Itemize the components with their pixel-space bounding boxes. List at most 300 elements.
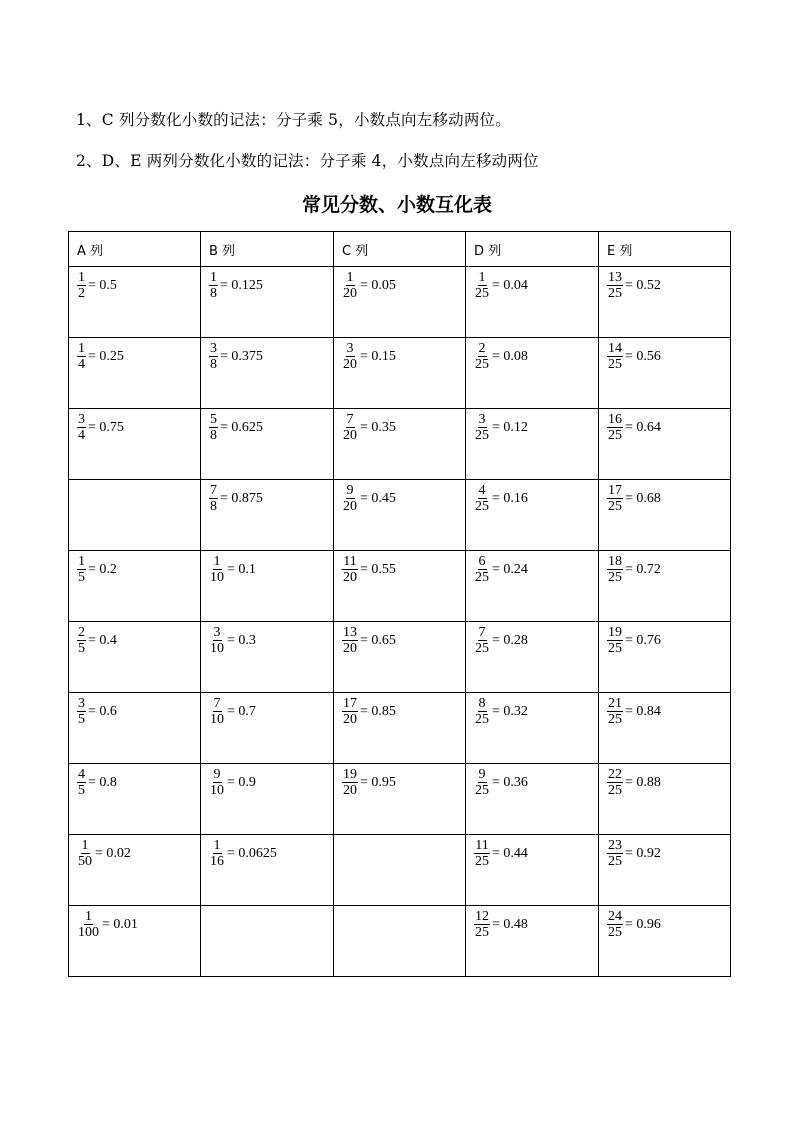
denominator: 100 <box>78 925 99 940</box>
denominator: 25 <box>475 712 489 727</box>
decimal-value: = 0.55 <box>360 561 396 577</box>
fraction-equation <box>77 910 138 939</box>
cell-d <box>466 693 599 764</box>
cell-e <box>599 622 731 693</box>
fraction-equation <box>342 342 396 371</box>
fraction <box>607 271 623 300</box>
table-row <box>69 764 731 835</box>
denominator: 4 <box>78 428 85 443</box>
fraction <box>474 342 490 371</box>
cell-a <box>69 764 201 835</box>
fraction-equation <box>342 413 396 442</box>
decimal-value: = 0.85 <box>360 703 396 719</box>
table-row <box>69 693 731 764</box>
fraction <box>607 697 623 726</box>
page-title: 常见分数、小数互化表 <box>301 194 492 216</box>
fraction <box>607 342 623 371</box>
conversion-table <box>68 231 731 977</box>
cell-d <box>466 622 599 693</box>
fraction-equation <box>474 484 528 513</box>
cell-b <box>201 267 334 338</box>
fraction <box>607 768 623 797</box>
cell-e <box>599 693 731 764</box>
decimal-value: = 0.9 <box>227 774 256 790</box>
cell-b <box>201 622 334 693</box>
column-header-d: D 列 <box>466 232 599 267</box>
cell-b <box>201 764 334 835</box>
fraction-equation <box>209 697 256 726</box>
table-row <box>69 480 731 551</box>
decimal-value: = 0.84 <box>625 703 661 719</box>
fraction <box>474 484 490 513</box>
decimal-value: = 0.15 <box>360 348 396 364</box>
numerator: 16 <box>608 412 622 427</box>
denominator: 25 <box>608 286 622 301</box>
fraction-equation <box>209 768 256 797</box>
cell-e <box>599 906 731 977</box>
cell-e <box>599 267 731 338</box>
fraction-equation <box>209 413 263 442</box>
numerator: 9 <box>478 767 486 782</box>
table-row <box>69 835 731 906</box>
fraction-equation <box>77 697 117 726</box>
fraction-equation <box>607 839 661 868</box>
denominator: 25 <box>608 712 622 727</box>
denominator: 25 <box>608 428 622 443</box>
fraction-equation <box>607 626 661 655</box>
numerator: 1 <box>85 909 92 924</box>
fraction-equation <box>474 555 528 584</box>
cell-d <box>466 480 599 551</box>
denominator: 5 <box>78 712 85 727</box>
fraction <box>342 342 358 371</box>
fraction-equation <box>474 342 528 371</box>
denominator: 20 <box>343 499 357 514</box>
numerator: 3 <box>346 341 354 356</box>
fraction-equation <box>607 271 661 300</box>
fraction-equation <box>209 626 256 655</box>
note-line-1: 1、C 列分数化小数的记法：分子乘 5，小数点向左移动两位。 <box>76 111 511 129</box>
cell-e <box>599 551 731 622</box>
cell-b <box>201 693 334 764</box>
cell-a <box>69 906 201 977</box>
numerator: 1 <box>210 270 217 285</box>
fraction <box>474 768 490 797</box>
decimal-value: = 0.0625 <box>227 845 277 861</box>
fraction <box>77 555 86 584</box>
fraction <box>77 271 86 300</box>
column-header-e: E 列 <box>599 232 731 267</box>
denominator: 25 <box>608 641 622 656</box>
denominator: 25 <box>475 641 489 656</box>
fraction-equation <box>474 768 528 797</box>
fraction <box>77 626 86 655</box>
cell-a <box>69 835 201 906</box>
cell-d <box>466 409 599 480</box>
denominator: 25 <box>475 357 489 372</box>
fraction-equation <box>474 697 528 726</box>
numerator: 4 <box>78 767 85 782</box>
fraction <box>209 484 218 513</box>
denominator: 10 <box>210 783 224 798</box>
numerator: 12 <box>475 909 489 924</box>
decimal-value: = 0.52 <box>625 277 661 293</box>
denominator: 20 <box>343 783 357 798</box>
denominator: 10 <box>210 712 224 727</box>
column-header-a: A 列 <box>69 232 201 267</box>
fraction <box>474 839 490 868</box>
decimal-value: = 0.01 <box>102 916 138 932</box>
decimal-value: = 0.72 <box>625 561 661 577</box>
numerator: 7 <box>210 483 217 498</box>
fraction <box>474 697 490 726</box>
fraction <box>342 484 358 513</box>
fraction <box>474 910 490 939</box>
fraction-equation <box>342 555 396 584</box>
fraction <box>209 839 225 868</box>
decimal-value: = 0.32 <box>492 703 528 719</box>
numerator: 13 <box>608 270 622 285</box>
denominator: 25 <box>475 570 489 585</box>
denominator: 50 <box>78 854 92 869</box>
denominator: 25 <box>608 357 622 372</box>
denominator: 25 <box>608 854 622 869</box>
numerator: 18 <box>608 554 622 569</box>
decimal-value: = 0.6 <box>88 703 117 719</box>
fraction-equation <box>209 555 256 584</box>
decimal-value: = 0.3 <box>227 632 256 648</box>
cell-d <box>466 551 599 622</box>
numerator: 14 <box>608 341 622 356</box>
decimal-value: = 0.16 <box>492 490 528 506</box>
denominator: 20 <box>343 570 357 585</box>
denominator: 25 <box>475 925 489 940</box>
denominator: 25 <box>608 925 622 940</box>
fraction <box>607 555 623 584</box>
cell-a <box>69 551 201 622</box>
fraction <box>474 271 490 300</box>
cell-e <box>599 409 731 480</box>
cell-a <box>69 693 201 764</box>
fraction <box>77 768 86 797</box>
fraction <box>209 768 225 797</box>
fraction-equation <box>342 768 396 797</box>
table-row <box>69 338 731 409</box>
fraction <box>209 271 218 300</box>
fraction-equation <box>607 484 661 513</box>
numerator: 1 <box>346 270 354 285</box>
column-header-b: B 列 <box>201 232 334 267</box>
denominator: 25 <box>475 783 489 798</box>
fraction-equation <box>209 839 277 868</box>
cell-e <box>599 835 731 906</box>
numerator: 2 <box>78 625 85 640</box>
decimal-value: = 0.24 <box>492 561 528 577</box>
fraction <box>209 697 225 726</box>
cell-a <box>69 338 201 409</box>
denominator: 20 <box>343 712 357 727</box>
fraction <box>474 555 490 584</box>
table-row <box>69 906 731 977</box>
cell-d <box>466 906 599 977</box>
fraction <box>209 555 225 584</box>
cell-c <box>334 622 466 693</box>
fraction-equation <box>77 555 117 584</box>
denominator: 8 <box>210 499 217 514</box>
numerator: 11 <box>343 554 357 569</box>
cell-a <box>69 622 201 693</box>
fraction <box>607 626 623 655</box>
numerator: 23 <box>608 838 622 853</box>
fraction-equation <box>77 768 117 797</box>
cell-e <box>599 338 731 409</box>
decimal-value: = 0.4 <box>88 632 117 648</box>
cell-c <box>334 693 466 764</box>
cell-d <box>466 338 599 409</box>
column-header-c: C 列 <box>334 232 466 267</box>
table-row <box>69 622 731 693</box>
fraction-equation <box>474 839 528 868</box>
denominator: 25 <box>475 499 489 514</box>
decimal-value: = 0.1 <box>227 561 256 577</box>
numerator: 1 <box>78 270 85 285</box>
denominator: 5 <box>78 783 85 798</box>
fraction <box>342 555 358 584</box>
cell-e <box>599 764 731 835</box>
denominator: 2 <box>78 286 85 301</box>
table-header-row <box>69 232 731 267</box>
denominator: 25 <box>608 783 622 798</box>
numerator: 5 <box>210 412 217 427</box>
decimal-value: = 0.64 <box>625 419 661 435</box>
denominator: 25 <box>475 286 489 301</box>
fraction-equation <box>607 413 661 442</box>
cell-a <box>69 409 201 480</box>
note-line-2: 2、D、E 两列分数化小数的记法：分子乘 4，小数点向左移动两位 <box>76 152 539 170</box>
cell-d <box>466 267 599 338</box>
decimal-value: = 0.05 <box>360 277 396 293</box>
decimal-value: = 0.68 <box>625 490 661 506</box>
denominator: 20 <box>343 357 357 372</box>
cell-b <box>201 551 334 622</box>
decimal-value: = 0.25 <box>88 348 124 364</box>
denominator: 8 <box>210 357 217 372</box>
fraction <box>77 910 100 939</box>
denominator: 20 <box>343 641 357 656</box>
cell-c <box>334 835 466 906</box>
denominator: 25 <box>608 570 622 585</box>
denominator: 5 <box>78 570 85 585</box>
numerator: 7 <box>478 625 486 640</box>
fraction <box>342 413 358 442</box>
fraction-equation <box>77 342 124 371</box>
numerator: 8 <box>478 696 486 711</box>
numerator: 3 <box>78 696 85 711</box>
fraction-equation <box>342 626 396 655</box>
decimal-value: = 0.92 <box>625 845 661 861</box>
fraction <box>342 768 358 797</box>
fraction-equation <box>607 910 661 939</box>
numerator: 1 <box>213 838 221 853</box>
fraction-equation <box>607 697 661 726</box>
decimal-value: = 0.28 <box>492 632 528 648</box>
fraction <box>342 697 358 726</box>
fraction-equation <box>474 910 528 939</box>
table-row <box>69 551 731 622</box>
fraction <box>209 413 218 442</box>
decimal-value: = 0.5 <box>88 277 117 293</box>
numerator: 6 <box>478 554 486 569</box>
cell-a <box>69 480 201 551</box>
fraction <box>474 413 490 442</box>
fraction <box>607 839 623 868</box>
fraction-equation <box>77 626 117 655</box>
denominator: 25 <box>475 428 489 443</box>
cell-d <box>466 835 599 906</box>
decimal-value: = 0.75 <box>88 419 124 435</box>
cell-d <box>466 764 599 835</box>
fraction <box>209 626 225 655</box>
numerator: 9 <box>346 483 354 498</box>
decimal-value: = 0.48 <box>492 916 528 932</box>
decimal-value: = 0.65 <box>360 632 396 648</box>
decimal-value: = 0.08 <box>492 348 528 364</box>
fraction-equation <box>607 342 661 371</box>
fraction <box>342 626 358 655</box>
fraction-equation <box>607 768 661 797</box>
numerator: 9 <box>213 767 221 782</box>
decimal-value: = 0.56 <box>625 348 661 364</box>
numerator: 19 <box>608 625 622 640</box>
fraction <box>607 413 623 442</box>
fraction-equation <box>342 697 396 726</box>
fraction-equation <box>77 271 117 300</box>
fraction-equation <box>209 342 263 371</box>
numerator: 3 <box>213 625 221 640</box>
decimal-value: = 0.36 <box>492 774 528 790</box>
cell-e <box>599 480 731 551</box>
numerator: 1 <box>78 554 85 569</box>
fraction-equation <box>474 626 528 655</box>
cell-c <box>334 267 466 338</box>
numerator: 2 <box>478 341 486 356</box>
denominator: 8 <box>210 428 217 443</box>
denominator: 25 <box>475 854 489 869</box>
fraction-equation <box>77 413 124 442</box>
cell-c <box>334 764 466 835</box>
numerator: 13 <box>343 625 357 640</box>
denominator: 16 <box>210 854 224 869</box>
numerator: 3 <box>78 412 85 427</box>
numerator: 4 <box>478 483 486 498</box>
decimal-value: = 0.45 <box>360 490 396 506</box>
numerator: 24 <box>608 909 622 924</box>
fraction-equation <box>342 484 396 513</box>
fraction <box>474 626 490 655</box>
fraction <box>77 839 93 868</box>
numerator: 1 <box>478 270 486 285</box>
cell-b <box>201 835 334 906</box>
decimal-value: = 0.76 <box>625 632 661 648</box>
fraction-equation <box>342 271 396 300</box>
cell-b <box>201 480 334 551</box>
fraction-equation <box>474 271 528 300</box>
fraction <box>77 342 86 371</box>
decimal-value: = 0.96 <box>625 916 661 932</box>
cell-b <box>201 409 334 480</box>
fraction-equation <box>474 413 528 442</box>
cell-c <box>334 480 466 551</box>
decimal-value: = 0.95 <box>360 774 396 790</box>
fraction <box>77 413 86 442</box>
denominator: 25 <box>608 499 622 514</box>
fraction <box>607 910 623 939</box>
numerator: 22 <box>608 767 622 782</box>
decimal-value: = 0.02 <box>95 845 131 861</box>
decimal-value: = 0.12 <box>492 419 528 435</box>
decimal-value: = 0.125 <box>220 277 263 293</box>
fraction <box>77 697 86 726</box>
numerator: 1 <box>78 341 85 356</box>
numerator: 1 <box>81 838 89 853</box>
cell-a <box>69 267 201 338</box>
denominator: 10 <box>210 641 224 656</box>
decimal-value: = 0.04 <box>492 277 528 293</box>
cell-c <box>334 409 466 480</box>
numerator: 3 <box>478 412 486 427</box>
fraction <box>209 342 218 371</box>
table-row <box>69 267 731 338</box>
fraction-equation <box>607 555 661 584</box>
cell-c <box>334 551 466 622</box>
numerator: 11 <box>475 838 489 853</box>
decimal-value: = 0.625 <box>220 419 263 435</box>
numerator: 19 <box>343 767 357 782</box>
denominator: 20 <box>343 428 357 443</box>
cell-b <box>201 906 334 977</box>
cell-c <box>334 338 466 409</box>
numerator: 7 <box>213 696 221 711</box>
denominator: 20 <box>343 286 357 301</box>
decimal-value: = 0.7 <box>227 703 256 719</box>
numerator: 3 <box>210 341 217 356</box>
denominator: 4 <box>78 357 85 372</box>
decimal-value: = 0.88 <box>625 774 661 790</box>
decimal-value: = 0.875 <box>220 490 263 506</box>
numerator: 17 <box>343 696 357 711</box>
numerator: 17 <box>608 483 622 498</box>
decimal-value: = 0.2 <box>88 561 117 577</box>
decimal-value: = 0.8 <box>88 774 117 790</box>
denominator: 8 <box>210 286 217 301</box>
table-row <box>69 409 731 480</box>
decimal-value: = 0.35 <box>360 419 396 435</box>
cell-c <box>334 906 466 977</box>
decimal-value: = 0.375 <box>220 348 263 364</box>
fraction-equation <box>77 839 131 868</box>
fraction <box>342 271 358 300</box>
numerator: 7 <box>346 412 354 427</box>
fraction-equation <box>209 271 263 300</box>
numerator: 21 <box>608 696 622 711</box>
cell-b <box>201 338 334 409</box>
denominator: 10 <box>210 570 224 585</box>
decimal-value: = 0.44 <box>492 845 528 861</box>
fraction <box>607 484 623 513</box>
fraction-equation <box>209 484 263 513</box>
numerator: 1 <box>213 554 221 569</box>
denominator: 5 <box>78 641 85 656</box>
